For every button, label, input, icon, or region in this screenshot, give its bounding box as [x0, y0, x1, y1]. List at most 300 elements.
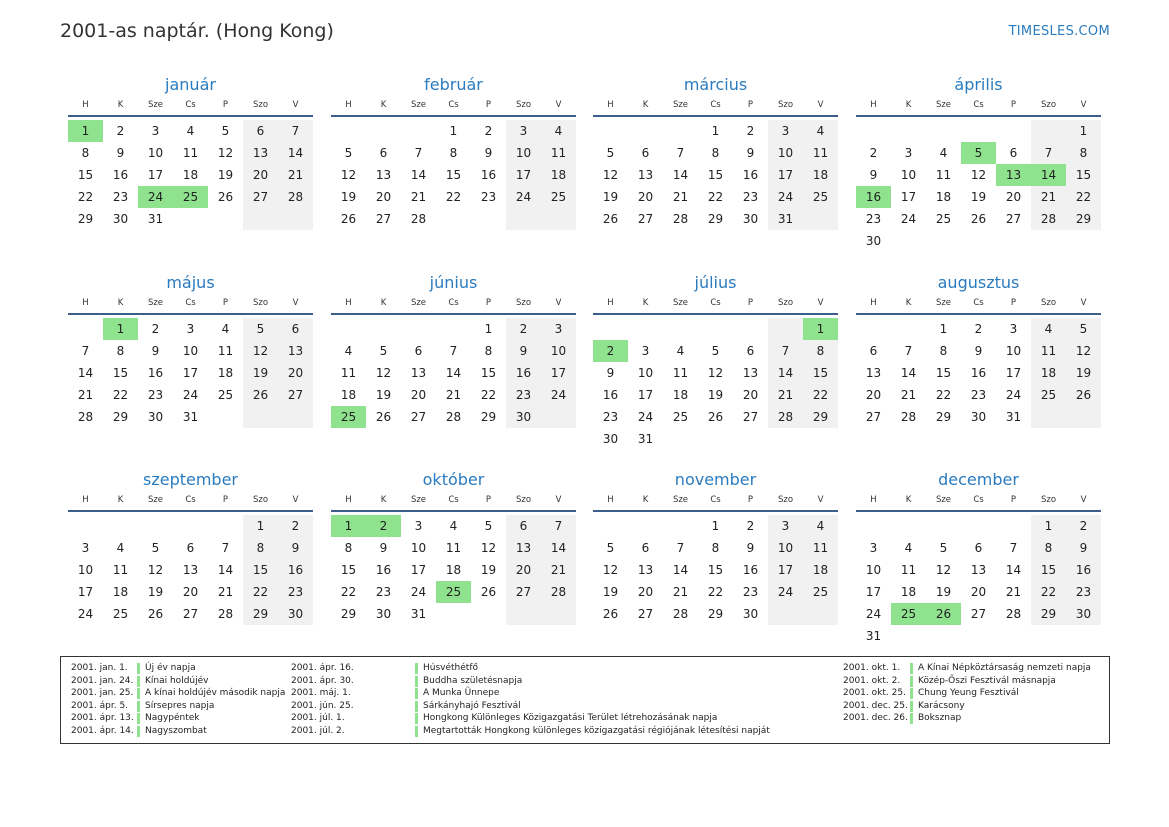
day-cell: 27	[970, 607, 987, 621]
day-cell: 10	[900, 168, 917, 182]
day-cell: 11	[1031, 340, 1066, 362]
day-cell: 26	[243, 384, 278, 406]
day-cell: 9	[379, 541, 388, 555]
day-cell: 7	[768, 340, 803, 362]
day-cell: 15	[480, 366, 497, 380]
day-cell: 25	[541, 186, 576, 208]
weekday-label: Szo	[777, 298, 794, 308]
day-cell: 19	[602, 585, 619, 599]
day-cell: 15	[112, 366, 129, 380]
day-cell: 29	[707, 212, 724, 226]
holiday-marker	[137, 726, 140, 737]
holiday-date: 2001. dec. 26.	[843, 713, 908, 723]
day-cell: 15	[1066, 164, 1101, 186]
day-cell: 27	[865, 410, 882, 424]
day-cell: 30	[147, 410, 164, 424]
day-cell: 9	[506, 340, 541, 362]
day-cell: 5	[151, 541, 160, 555]
holiday-date: 2001. ápr. 13.	[71, 713, 134, 723]
day-cell: 19	[970, 190, 987, 204]
weekday-label: P	[1010, 100, 1017, 110]
day-cell: 31	[1005, 410, 1022, 424]
day-cell: 7	[81, 344, 90, 358]
month-name: február	[424, 75, 483, 94]
day-cell: 13	[742, 366, 759, 380]
holiday-name: Közép-Őszi Fesztivál másnapja	[918, 675, 1056, 686]
day-cell: 3	[904, 146, 913, 160]
day-cell: 22	[1031, 581, 1066, 603]
weekday-label: V	[555, 100, 562, 110]
day-cell: 25	[803, 581, 838, 603]
holiday-marker	[137, 701, 140, 712]
day-cell: 17	[541, 362, 576, 384]
day-cell: 21	[900, 388, 917, 402]
holiday-marker	[910, 676, 913, 687]
day-cell: 31	[410, 607, 427, 621]
weekday-label: K	[905, 495, 912, 505]
day-cell: 12	[602, 168, 619, 182]
day-cell: 3	[768, 515, 803, 537]
day-cell: 2	[484, 124, 493, 138]
day-cell: 1	[449, 124, 458, 138]
weekday-label: P	[1010, 495, 1017, 505]
day-cell: 14	[672, 168, 689, 182]
day-cell: 12	[1066, 340, 1101, 362]
weekday-label: Szo	[1040, 100, 1057, 110]
day-cell: 23	[742, 585, 759, 599]
day-cell: 14	[768, 362, 803, 384]
day-cell: 17	[865, 585, 882, 599]
header-rule	[68, 313, 313, 315]
empty-day-cell	[506, 603, 541, 625]
weekday-label: V	[292, 100, 299, 110]
day-cell: 5	[344, 146, 353, 160]
day-cell: 26	[926, 603, 961, 625]
empty-day-cell	[243, 208, 278, 230]
day-cell: 31	[147, 212, 164, 226]
day-cell: 26	[707, 410, 724, 424]
day-cell: 16	[480, 168, 497, 182]
day-cell: 6	[414, 344, 423, 358]
day-cell: 2	[278, 515, 313, 537]
day-cell: 29	[707, 607, 724, 621]
day-cell: 8	[711, 146, 720, 160]
month-name: április	[954, 75, 1003, 94]
weekday-label: V	[292, 495, 299, 505]
day-cell: 30	[278, 603, 313, 625]
day-cell: 2	[974, 322, 983, 336]
weekday-label: K	[380, 298, 387, 308]
day-cell: 11	[445, 541, 462, 555]
day-cell: 18	[445, 563, 462, 577]
holiday-legend	[60, 656, 1110, 744]
weekday-label: H	[345, 100, 352, 110]
day-cell: 23	[865, 212, 882, 226]
day-cell: 9	[869, 168, 878, 182]
day-cell: 21	[278, 164, 313, 186]
weekday-label: K	[642, 495, 649, 505]
day-cell: 6	[869, 344, 878, 358]
holiday-name: Boksznap	[918, 713, 962, 723]
day-cell: 2	[151, 322, 160, 336]
holiday-date: 2001. ápr. 30.	[291, 675, 354, 686]
day-cell: 24	[768, 581, 803, 603]
day-cell: 12	[970, 168, 987, 182]
header-rule	[593, 313, 838, 315]
day-cell: 3	[506, 120, 541, 142]
day-cell: 15	[77, 168, 94, 182]
day-cell: 14	[410, 168, 427, 182]
weekday-label: V	[555, 298, 562, 308]
month-name: augusztus	[937, 273, 1020, 292]
day-cell: 19	[147, 585, 164, 599]
day-cell: 3	[869, 541, 878, 555]
holiday-date: 2001. ápr. 16.	[291, 663, 354, 673]
day-cell: 16	[1066, 559, 1101, 581]
day-cell: 28	[77, 410, 94, 424]
weekday-header	[593, 495, 838, 507]
day-cell: 19	[935, 585, 952, 599]
holiday-marker	[910, 713, 913, 724]
weekday-label: Szo	[1040, 495, 1057, 505]
weekday-label: V	[292, 298, 299, 308]
day-cell: 23	[375, 585, 392, 599]
day-cell: 22	[1066, 186, 1101, 208]
weekday-label: Cs	[185, 298, 196, 308]
day-cell: 26	[375, 410, 392, 424]
day-cell: 30	[112, 212, 129, 226]
day-cell: 24	[410, 585, 427, 599]
day-cell: 23	[970, 388, 987, 402]
day-cell: 22	[935, 388, 952, 402]
day-cell: 20	[865, 388, 882, 402]
day-cell: 25	[436, 581, 471, 603]
day-cell: 20	[410, 388, 427, 402]
day-cell: 1	[803, 318, 838, 340]
month-name: május	[166, 273, 215, 292]
day-cell: 2	[869, 146, 878, 160]
holiday-date: 2001. okt. 25.	[843, 688, 906, 698]
day-cell: 9	[151, 344, 160, 358]
weekday-label: Cs	[710, 495, 721, 505]
holiday-date: 2001. jan. 25.	[71, 688, 134, 698]
day-cell: 6	[641, 541, 650, 555]
day-cell: 14	[77, 366, 94, 380]
day-cell: 12	[480, 541, 497, 555]
holiday-name: Megtartották Hongkong különleges közigazgatási régiójának létesítési napját	[423, 725, 770, 736]
day-cell: 4	[541, 120, 576, 142]
weekday-label: Szo	[515, 495, 532, 505]
holiday-marker	[137, 676, 140, 687]
weekday-label: V	[817, 100, 824, 110]
day-cell: 30	[375, 607, 392, 621]
day-cell: 12	[375, 366, 392, 380]
day-cell: 15	[1031, 559, 1066, 581]
day-cell: 11	[803, 537, 838, 559]
day-cell: 24	[541, 384, 576, 406]
day-cell: 9	[746, 541, 755, 555]
day-cell: 28	[768, 406, 803, 428]
day-cell: 28	[1005, 607, 1022, 621]
day-cell: 31	[865, 629, 882, 643]
day-cell: 20	[278, 362, 313, 384]
weekday-label: P	[222, 298, 229, 308]
day-cell: 16	[278, 559, 313, 581]
empty-day-cell	[1066, 406, 1101, 428]
day-cell: 11	[112, 563, 129, 577]
day-cell: 17	[506, 164, 541, 186]
day-cell: 13	[865, 366, 882, 380]
day-cell: 24	[77, 607, 94, 621]
day-cell: 20	[637, 190, 654, 204]
day-cell: 6	[278, 318, 313, 340]
holiday-name: Nagypéntek	[145, 713, 200, 723]
day-cell: 28	[278, 186, 313, 208]
day-cell: 11	[182, 146, 199, 160]
day-cell: 22	[445, 190, 462, 204]
weekday-label: V	[817, 495, 824, 505]
day-cell: 28	[672, 607, 689, 621]
day-cell: 1	[711, 124, 720, 138]
day-cell: 7	[904, 344, 913, 358]
day-cell: 8	[449, 146, 458, 160]
day-cell: 26	[602, 607, 619, 621]
day-cell: 18	[217, 366, 234, 380]
weekday-header	[68, 495, 313, 507]
day-cell: 18	[803, 164, 838, 186]
day-cell: 12	[935, 563, 952, 577]
day-cell: 23	[480, 190, 497, 204]
day-cell: 3	[1009, 322, 1018, 336]
day-cell: 27	[637, 212, 654, 226]
weekday-label: K	[905, 100, 912, 110]
weekday-label: H	[870, 298, 877, 308]
day-cell: 2	[746, 124, 755, 138]
weekday-label: Szo	[252, 298, 269, 308]
day-cell: 15	[935, 366, 952, 380]
holiday-name: A kínai holdújév második napja	[145, 688, 286, 698]
day-cell: 31	[182, 410, 199, 424]
month-name: szeptember	[142, 470, 238, 489]
day-cell: 16	[856, 186, 891, 208]
day-cell: 25	[112, 607, 129, 621]
weekday-label: H	[607, 495, 614, 505]
header-rule	[856, 510, 1101, 512]
day-cell: 23	[278, 581, 313, 603]
brand-link[interactable]: TIMESLES.COM	[1008, 24, 1110, 39]
month-name: március	[683, 75, 748, 94]
holiday-marker	[910, 701, 913, 712]
day-cell: 10	[541, 340, 576, 362]
day-cell: 6	[506, 515, 541, 537]
day-cell: 27	[243, 186, 278, 208]
day-cell: 27	[410, 410, 427, 424]
day-cell: 3	[541, 318, 576, 340]
day-cell: 4	[803, 515, 838, 537]
day-cell: 17	[182, 366, 199, 380]
day-cell: 21	[672, 190, 689, 204]
weekday-label: Sze	[410, 298, 427, 308]
day-cell: 5	[606, 146, 615, 160]
day-cell: 28	[445, 410, 462, 424]
day-cell: 5	[961, 142, 996, 164]
day-cell: 10	[506, 142, 541, 164]
weekday-label: H	[345, 495, 352, 505]
holiday-marker	[910, 688, 913, 699]
weekday-header	[593, 298, 838, 310]
weekday-header	[593, 100, 838, 112]
day-cell: 26	[480, 585, 497, 599]
day-cell: 14	[900, 366, 917, 380]
day-cell: 7	[676, 146, 685, 160]
day-cell: 23	[506, 384, 541, 406]
empty-day-cell	[768, 318, 803, 340]
day-cell: 27	[742, 410, 759, 424]
day-cell: 24	[182, 388, 199, 402]
weekday-header	[856, 298, 1101, 310]
month-name: november	[674, 470, 757, 489]
weekday-label: Cs	[973, 298, 984, 308]
day-cell: 7	[1009, 541, 1018, 555]
day-cell: 1	[331, 515, 366, 537]
day-cell: 30	[865, 234, 882, 248]
holiday-name: Sírsepres napja	[145, 700, 215, 711]
day-cell: 8	[81, 146, 90, 160]
day-cell: 17	[768, 559, 803, 581]
day-cell: 4	[1031, 318, 1066, 340]
day-cell: 18	[935, 190, 952, 204]
day-cell: 12	[340, 168, 357, 182]
day-cell: 25	[173, 186, 208, 208]
day-cell: 9	[606, 366, 615, 380]
weekday-label: H	[607, 100, 614, 110]
day-cell: 7	[449, 344, 458, 358]
day-cell: 9	[484, 146, 493, 160]
holiday-name: Buddha születésnapja	[423, 675, 523, 686]
holiday-date: 2001. júl. 1.	[291, 713, 345, 723]
day-cell: 10	[410, 541, 427, 555]
holiday-date: 2001. okt. 1.	[843, 663, 901, 673]
day-cell: 11	[340, 366, 357, 380]
day-cell: 30	[602, 432, 619, 446]
day-cell: 15	[445, 168, 462, 182]
weekday-label: P	[485, 298, 492, 308]
weekday-label: K	[905, 298, 912, 308]
day-cell: 21	[1005, 585, 1022, 599]
day-cell: 13	[506, 537, 541, 559]
day-cell: 4	[803, 120, 838, 142]
day-cell: 21	[672, 585, 689, 599]
day-cell: 28	[672, 212, 689, 226]
weekday-label: K	[117, 298, 124, 308]
weekday-label: K	[380, 100, 387, 110]
day-cell: 2	[506, 318, 541, 340]
day-cell: 9	[1066, 537, 1101, 559]
day-cell: 14	[1005, 563, 1022, 577]
day-cell: 11	[803, 142, 838, 164]
holiday-date: 2001. okt. 2.	[843, 675, 901, 686]
day-cell: 10	[1005, 344, 1022, 358]
day-cell: 16	[970, 366, 987, 380]
day-cell: 15	[707, 168, 724, 182]
weekday-header	[68, 100, 313, 112]
empty-day-cell	[803, 603, 838, 625]
day-cell: 7	[278, 120, 313, 142]
day-cell: 30	[1066, 603, 1101, 625]
weekday-label: K	[642, 100, 649, 110]
day-cell: 10	[147, 146, 164, 160]
day-cell: 16	[112, 168, 129, 182]
day-cell: 16	[742, 168, 759, 182]
header-rule	[593, 115, 838, 117]
day-cell: 6	[641, 146, 650, 160]
weekday-header	[331, 100, 576, 112]
day-cell: 6	[243, 120, 278, 142]
holiday-name: Új év napja	[145, 663, 196, 673]
weekday-label: P	[1010, 298, 1017, 308]
empty-day-cell	[278, 208, 313, 230]
day-cell: 28	[900, 410, 917, 424]
weekday-label: Cs	[973, 100, 984, 110]
day-cell: 19	[340, 190, 357, 204]
day-cell: 2	[116, 124, 125, 138]
weekday-label: Sze	[672, 100, 689, 110]
day-cell: 17	[768, 164, 803, 186]
day-cell: 17	[147, 168, 164, 182]
day-cell: 22	[340, 585, 357, 599]
day-cell: 5	[711, 344, 720, 358]
weekday-label: Sze	[672, 298, 689, 308]
page-title: 2001-as naptár. (Hong Kong)	[60, 20, 334, 42]
weekday-header	[856, 495, 1101, 507]
weekday-label: Cs	[710, 100, 721, 110]
month-name: január	[165, 75, 216, 94]
day-cell: 24	[768, 186, 803, 208]
day-cell: 25	[891, 603, 926, 625]
day-cell: 20	[182, 585, 199, 599]
day-cell: 10	[768, 142, 803, 164]
day-cell: 2	[1066, 515, 1101, 537]
holiday-name: Nagyszombat	[145, 725, 207, 736]
day-cell: 2	[746, 519, 755, 533]
holiday-name: Kínai holdújév	[145, 675, 209, 686]
day-cell: 10	[865, 563, 882, 577]
weekday-label: Cs	[448, 100, 459, 110]
day-cell: 18	[672, 388, 689, 402]
day-cell: 28	[217, 607, 234, 621]
day-cell: 29	[340, 607, 357, 621]
weekday-label: P	[747, 298, 754, 308]
day-cell: 26	[147, 607, 164, 621]
day-cell: 27	[278, 384, 313, 406]
weekday-label: H	[870, 495, 877, 505]
holiday-name: A Kínai Népköztársaság nemzeti napja	[918, 663, 1091, 673]
day-cell: 14	[445, 366, 462, 380]
day-cell: 16	[742, 563, 759, 577]
day-cell: 21	[410, 190, 427, 204]
day-cell: 24	[865, 607, 882, 621]
day-cell: 5	[221, 124, 230, 138]
empty-day-cell	[803, 208, 838, 230]
holiday-marker	[137, 663, 140, 674]
weekday-label: H	[607, 298, 614, 308]
day-cell: 7	[221, 541, 230, 555]
day-cell: 13	[637, 563, 654, 577]
holiday-marker	[137, 688, 140, 699]
day-cell: 4	[221, 322, 230, 336]
holiday-marker	[415, 688, 418, 699]
day-cell: 22	[112, 388, 129, 402]
